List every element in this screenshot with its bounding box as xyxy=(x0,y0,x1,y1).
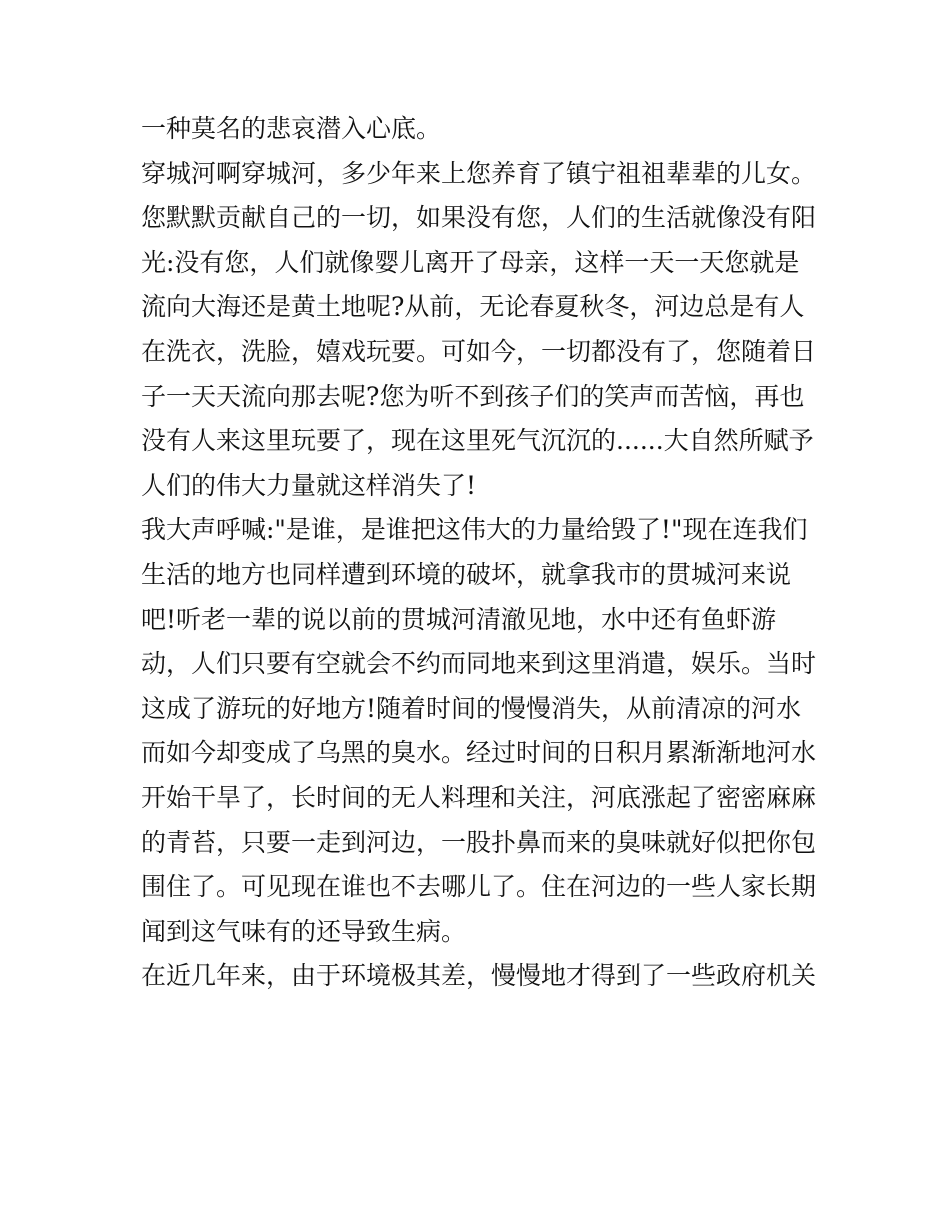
text-line: 光:没有您，人们就像婴儿离开了母亲，这样一天一天您就是 xyxy=(141,247,800,277)
text-line: 一种莫名的悲哀潜入心底。 xyxy=(141,114,442,143)
text-line: 动，人们只要有空就会不约而同地来到这里消遣，娱乐。当时 xyxy=(141,649,817,679)
text-line: 开始干旱了，长时间的无人料理和关注，河底涨起了密密麻麻 xyxy=(141,782,817,812)
text-line: 在近几年来，由于环境极其差，慢慢地才得到了一些政府机关 xyxy=(141,961,817,991)
text-line: 您默默贡献自己的一切，如果没有您，人们的生活就像没有阳 xyxy=(141,203,817,233)
text-line: 我大声呼喊:"是谁，是谁把这伟大的力量给毁了!"现在连我们 xyxy=(141,515,808,545)
body-text xyxy=(141,107,821,999)
text-line: 闻到这气味有的还导致生病。 xyxy=(141,916,467,946)
text-line: 而如今却变成了乌黑的臭水。经过时间的日积月累渐渐地河水 xyxy=(141,738,817,768)
text-line: 人们的伟大力量就这样消失了! xyxy=(141,470,477,500)
text-line: 的青苔，只要一走到河边，一股扑鼻而来的臭味就好似把你包 xyxy=(141,827,817,857)
text-line: 没有人来这里玩要了，现在这里死气沉沉的......大自然所赋予 xyxy=(141,426,814,456)
text-line: 穿城河啊穿城河，多少年来上您养育了镇宁祖祖辈辈的儿女。 xyxy=(141,158,817,188)
text-line: 这成了游玩的好地方!随着时间的慢慢消失，从前清凉的河水 xyxy=(141,693,802,723)
text-line: 子一天天流向那去呢?您为听不到孩子们的笑声而苦恼，再也 xyxy=(141,381,805,411)
text-line: 在洗衣，洗脸，嬉戏玩要。可如今，一切都没有了，您随着日 xyxy=(141,336,817,366)
text-line: 吧!听老一辈的说以前的贯城河清澈见地，水中还有鱼虾游 xyxy=(141,604,777,634)
text-line: 流向大海还是黄土地呢?从前，无论春夏秋冬，河边总是有人 xyxy=(141,292,805,322)
text-line: 生活的地方也同样遭到环境的破坏，就拿我市的贯城河来说 xyxy=(141,559,792,589)
text-line: 围住了。可见现在谁也不去哪儿了。住在河边的一些人家长期 xyxy=(141,872,817,902)
